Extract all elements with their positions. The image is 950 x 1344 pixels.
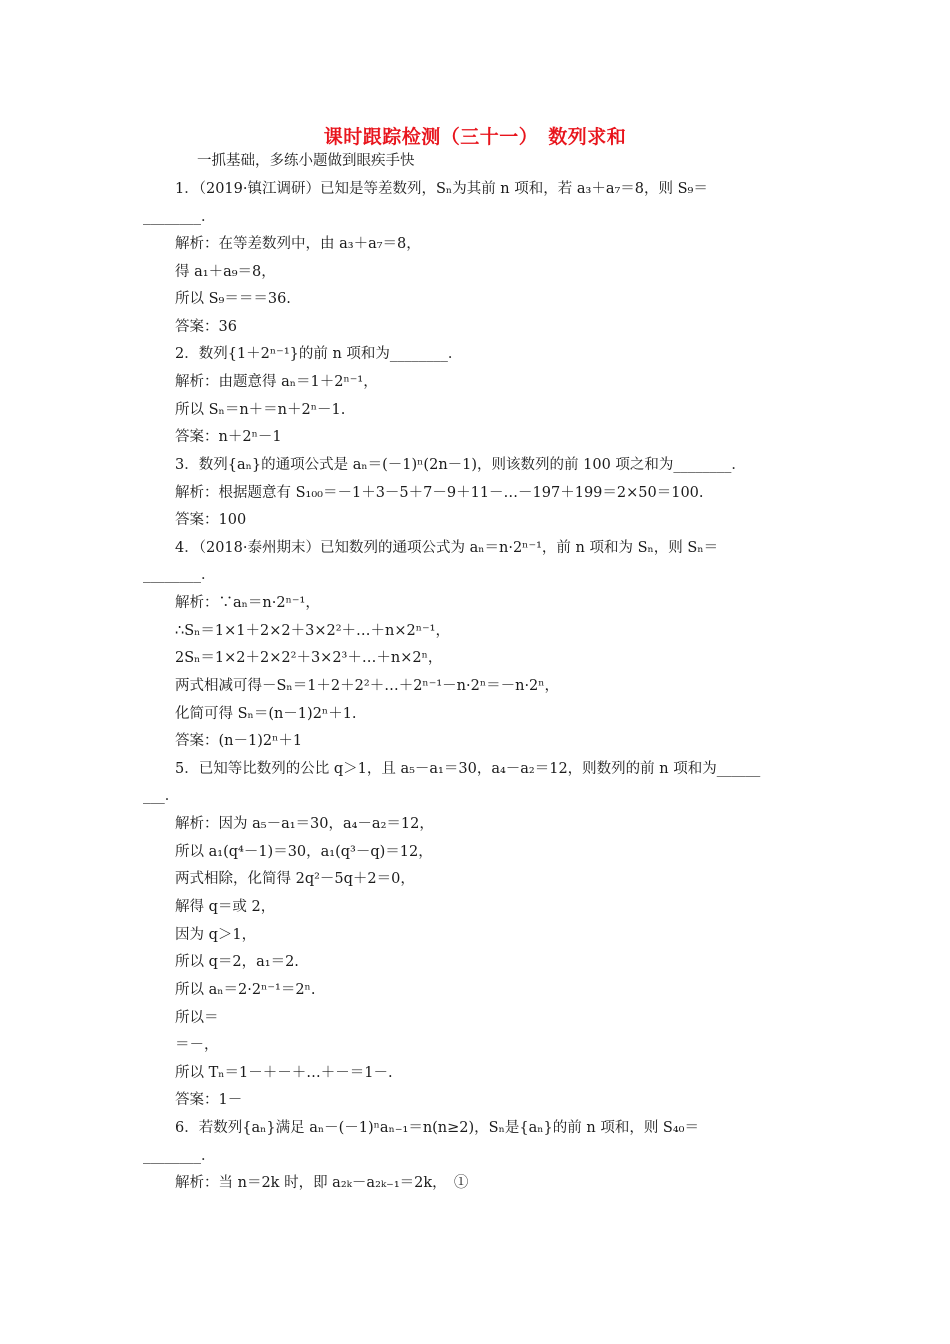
problem-5-solution-1: 解析：因为 a₅－a₁＝30，a₄－a₂＝12， xyxy=(175,816,434,832)
problem-5-solution-10: 所以 Tₙ＝1－＋－＋…＋－＝1－. xyxy=(175,1065,393,1081)
problem-4-solution-5: 化简可得 Sₙ＝(n－1)2ⁿ＋1. xyxy=(175,706,357,722)
problem-5-blank: ___． xyxy=(143,788,180,804)
problem-4-solution-3: 2Sₙ＝1×2＋2×2²＋3×2³＋…＋n×2ⁿ， xyxy=(175,650,443,666)
problem-4-solution-2: ∴Sₙ＝1×1＋2×2＋3×2²＋…＋n×2ⁿ⁻¹， xyxy=(175,623,450,639)
problem-6-blank: ________． xyxy=(143,1148,216,1164)
problem-5-solution-3: 两式相除，化简得 2q²－5q＋2＝0， xyxy=(175,871,415,887)
problem-5-solution-2: 所以 a₁(q⁴－1)＝30，a₁(q³－q)＝12， xyxy=(175,844,433,860)
problem-1-solution-1: 解析：在等差数列中，由 a₃＋a₇＝8， xyxy=(175,236,421,252)
problem-5-solution-7: 所以 aₙ＝2·2ⁿ⁻¹＝2ⁿ. xyxy=(175,982,316,998)
problem-2-stem: 2．数列{1＋2ⁿ⁻¹}的前 n 项和为________． xyxy=(175,346,463,362)
problem-5-solution-9: ＝－， xyxy=(175,1037,219,1053)
section-subtitle: 一抓基础，多练小题做到眼疾手快 xyxy=(197,153,415,169)
problem-4-solution-4: 两式相减可得－Sₙ＝1＋2＋2²＋…＋2ⁿ⁻¹－n·2ⁿ＝－n·2ⁿ， xyxy=(175,678,560,694)
problem-3-stem: 3．数列{aₙ}的通项公式是 aₙ＝(－1)ⁿ(2n－1)，则该数列的前 100 项之和为________． xyxy=(175,457,746,473)
problem-4-solution-1: 解析：∵aₙ＝n·2ⁿ⁻¹， xyxy=(175,595,320,611)
problem-5-solution-5: 因为 q＞1， xyxy=(175,927,257,943)
problem-4-answer: 答案：(n－1)2ⁿ＋1 xyxy=(175,733,303,749)
problem-5-solution-8: 所以＝ xyxy=(175,1010,219,1026)
page-title: 课时跟踪检测（三十一） 数列求和 xyxy=(323,126,627,148)
problem-5-stem: 5．已知等比数列的公比 q＞1，且 a₅－a₁＝30，a₄－a₂＝12，则数列的前 n 项和为______ xyxy=(175,761,761,777)
problem-5-answer: 答案：1－ xyxy=(175,1092,243,1108)
problem-3-solution: 解析：根据题意有 S₁₀₀＝－1＋3－5＋7－9＋11－…－197＋199＝2×50＝100. xyxy=(175,485,704,501)
problem-5-solution-6: 所以 q＝2，a₁＝2. xyxy=(175,954,299,970)
problem-5-solution-4: 解得 q＝或 2， xyxy=(175,899,276,915)
problem-2-solution-2: 所以 Sₙ＝n＋＝n＋2ⁿ－1. xyxy=(175,402,346,418)
problem-4-stem: 4．（2018·泰州期末）已知数列的通项公式为 aₙ＝n·2ⁿ⁻¹，前 n 项和为 Sₙ，则 Sₙ＝ xyxy=(175,540,719,556)
problem-6-solution-1: 解析：当 n＝2k 时，即 a₂ₖ－a₂ₖ₋₁＝2k， ① xyxy=(175,1175,469,1191)
problem-1-stem: 1．（2019·镇江调研）已知是等差数列，Sₙ为其前 n 项和，若 a₃＋a₇＝8，则 S₉＝ xyxy=(175,181,708,197)
problem-1-solution-3: 所以 S₉＝＝＝36. xyxy=(175,291,291,307)
problem-3-answer: 答案：100 xyxy=(175,512,247,528)
problem-2-solution-1: 解析：由题意得 aₙ＝1＋2ⁿ⁻¹， xyxy=(175,374,378,390)
problem-1-answer: 答案：36 xyxy=(175,319,237,335)
problem-1-solution-2: 得 a₁＋a₉＝8， xyxy=(175,264,276,280)
problem-4-blank: ________． xyxy=(143,567,216,583)
problem-2-answer: 答案：n＋2ⁿ－1 xyxy=(175,429,282,445)
problem-6-stem: 6．若数列{aₙ}满足 aₙ－(－1)ⁿaₙ₋₁＝n(n≥2)，Sₙ是{aₙ}的前 n 项和，则 S₄₀＝ xyxy=(175,1120,699,1136)
problem-1-blank: ________． xyxy=(143,209,216,225)
